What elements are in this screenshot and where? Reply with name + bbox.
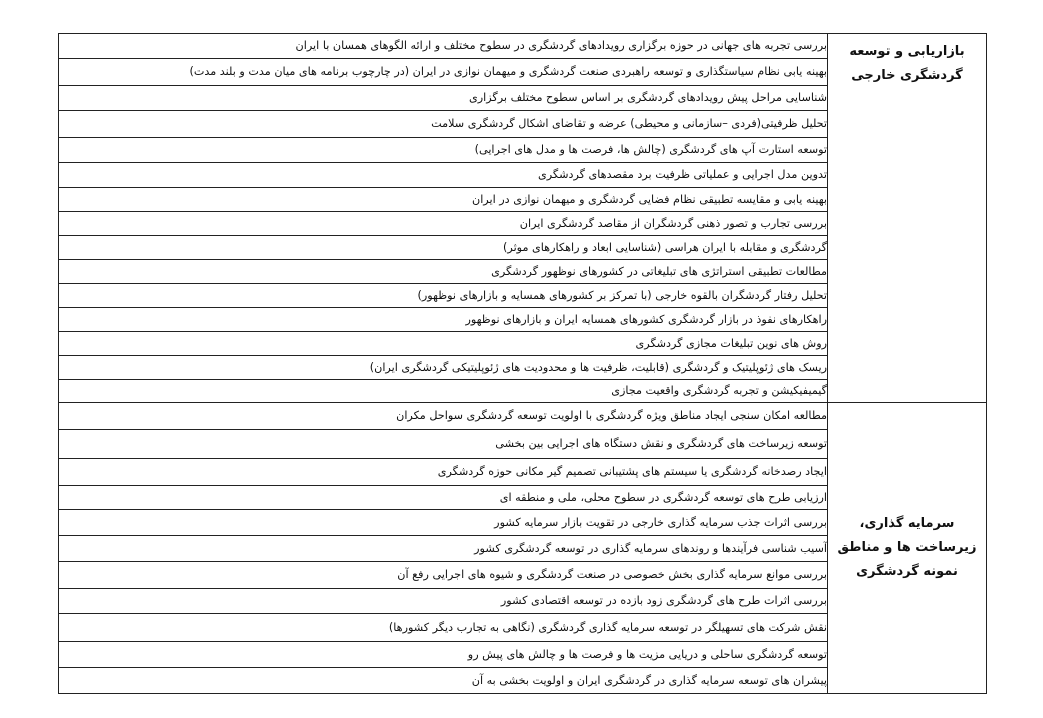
topic-cell: بررسی اثرات طرح های گردشگری زود بازده در توسعه اقتصادی کشور	[59, 589, 828, 614]
topic-cell: راهکارهای نفوذ در بازار گردشگری کشورهای همسایه ایران و بازارهای نوظهور	[59, 308, 828, 332]
topic-cell: گردشگری و مقابله با ایران هراسی (شناسایی ابعاد و راهکارهای موثر)	[59, 236, 828, 260]
topic-cell: بررسی اثرات جذب سرمایه گذاری خارجی در تقویت بازار سرمایه کشور	[59, 510, 828, 536]
topic-cell: نقش شرکت های تسهیلگر در توسعه سرمایه گذاری گردشگری (نگاهی به تجارب دیگر کشورها)	[59, 614, 828, 642]
topic-cell: توسعه استارت آپ های گردشگری (چالش ها، فرصت ها و مدل های اجرایی)	[59, 138, 828, 163]
topic-cell: شناسایی مراحل پیش رویدادهای گردشگری بر اساس سطوح مختلف برگزاری	[59, 86, 828, 111]
research-topics-document	[58, 33, 987, 694]
topic-cell: توسعه زیرساخت های گردشگری و نقش دستگاه های اجرایی بین بخشی	[59, 430, 828, 459]
table-body	[59, 34, 987, 694]
topic-cell: آسیب شناسی فرآیندها و روندهای سرمایه گذاری در توسعه گردشگری کشور	[59, 536, 828, 562]
topic-cell: تدوین مدل اجرایی و عملیاتی ظرفیت برد مقصدهای گردشگری	[59, 163, 828, 188]
topic-cell: گیمیفیکیشن و تجربه گردشگری واقعیت مجازی	[59, 380, 828, 403]
topic-cell: بررسی تجربه های جهانی در حوزه برگزاری رویدادهای گردشگری در سطوح مختلف و ارائه الگوهای همسان با ایران	[59, 34, 828, 59]
topic-cell: ریسک های ژئوپلیتیک و گردشگری (قابلیت، ظرفیت ها و محدودیت های ژئوپلیتیکی گردشگری ایران)	[59, 356, 828, 380]
section-category-cell	[828, 34, 987, 403]
topic-cell: بررسی موانع سرمایه گذاری بخش خصوصی در صنعت گردشگری و شیوه های اجرایی رفع آن	[59, 562, 828, 589]
table-row	[59, 403, 987, 430]
topic-cell: روش های نوین تبلیغات مجازی گردشگری	[59, 332, 828, 356]
topic-cell: توسعه گردشگری ساحلی و دریایی مزیت ها و فرصت ها و چالش های پیش رو	[59, 642, 828, 668]
topic-cell: تحلیل ظرفیتی(فردی –سازمانی و محیطی) عرضه و تقاضای اشکال گردشگری سلامت	[59, 111, 828, 138]
topic-cell: بررسی تجارب و تصور ذهنی گردشگران از مقاصد گردشگری ایران	[59, 212, 828, 236]
topic-cell: ارزیابی طرح های توسعه گردشگری در سطوح محلی، ملی و منطقه ای	[59, 486, 828, 510]
topic-cell: بهینه یابی نظام سیاستگذاری و توسعه راهبردی صنعت گردشگری و میهمان نوازی در ایران (در چارچوب برنامه های میان مدت و بلند مدت)	[59, 59, 828, 86]
section-category-cell	[828, 403, 987, 694]
topic-cell: مطالعه امکان سنجی ایجاد مناطق ویژه گردشگری با اولویت توسعه گردشگری سواحل مکران	[59, 403, 828, 430]
topic-cell: تحلیل رفتار گردشگران بالقوه خارجی (با تمرکز بر کشورهای همسایه و بازارهای نوظهور)	[59, 284, 828, 308]
table-row	[59, 34, 987, 59]
topic-cell: ایجاد رصدخانه گردشگری یا سیستم های پشتیبانی تصمیم گیر مکانی حوزه گردشگری	[59, 459, 828, 486]
research-topics-table	[58, 33, 987, 694]
topic-cell: مطالعات تطبیقی استراتژی های تبلیغاتی در کشورهای نوظهور گردشگری	[59, 260, 828, 284]
topic-cell: بهینه یابی و مقایسه تطبیقی نظام فضایی گردشگری و میهمان نوازی در ایران	[59, 188, 828, 212]
topic-cell: پیشران های توسعه سرمایه گذاری در گردشگری ایران و اولویت بخشی به آن	[59, 668, 828, 694]
section-title: بازاریابی و توسعه گردشگری خارجی	[849, 44, 965, 83]
section-title: سرمایه گذاری، زیرساخت ها و مناطق نمونه گردشگری	[837, 516, 977, 579]
